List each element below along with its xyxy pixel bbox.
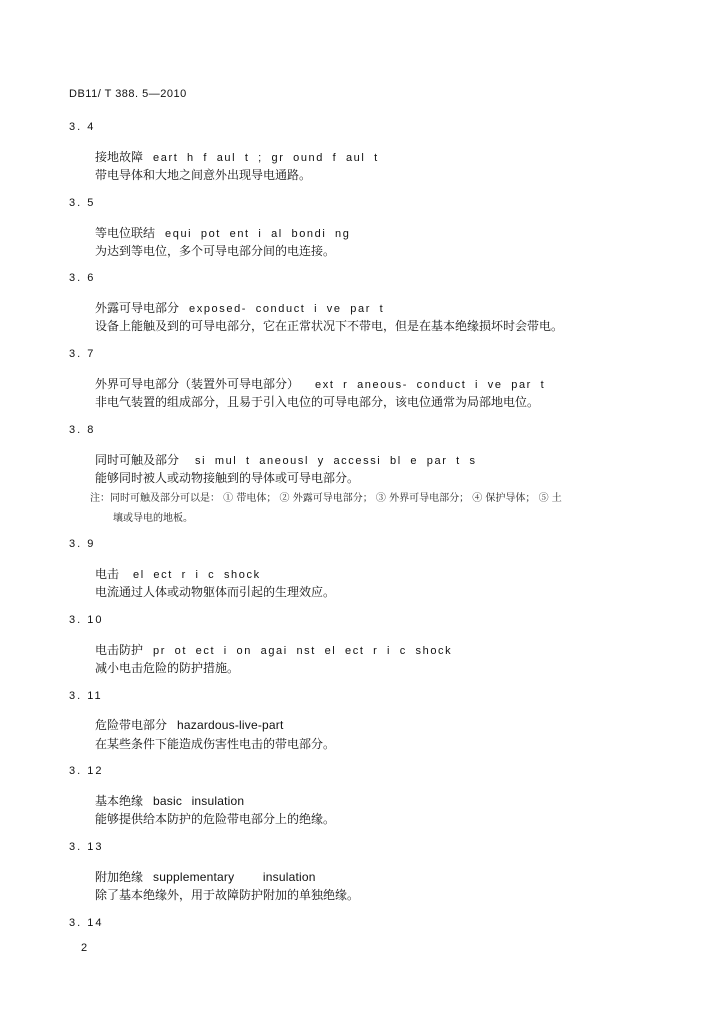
term-line <box>95 641 452 658</box>
term-english: hazardous-live-part <box>177 718 284 732</box>
term-definition: 带电导体和大地之间意外出现导电通路。 <box>95 168 312 182</box>
term-definition: 除了基本绝缘外，用于故障防护附加的单独绝缘。 <box>95 888 360 902</box>
section-number: 3. 4 <box>69 121 96 133</box>
term-english: supplementary insulation <box>153 870 316 884</box>
term-definition: 设备上能触及到的可导电部分，它在正常状况下不带电，但是在基本绝缘损坏时会带电。 <box>95 319 564 333</box>
term-chinese: 基本绝缘 <box>95 794 144 808</box>
term-english: si mul t aneousl y accessi bl e par t s <box>195 455 477 467</box>
term-chinese: 外界可导电部分（装置外可导电部分） <box>95 377 300 391</box>
section-number: 3. 6 <box>69 272 96 284</box>
term-chinese: 附加绝缘 <box>95 870 144 884</box>
term-definition: 能够同时被人或动物接触到的导体或可导电部分。 <box>95 471 360 485</box>
term-definition: 能够提供给本防护的危险带电部分上的绝缘。 <box>95 812 336 826</box>
term-line <box>95 716 284 733</box>
term-definition: 电流通过人体或动物躯体而引起的生理效应。 <box>95 585 336 599</box>
section-number: 3. 10 <box>69 614 104 626</box>
term-definition: 非电气装置的组成部分，且易于引入电位的可导电部分，该电位通常为局部地电位。 <box>95 395 540 409</box>
term-english: exposed- conduct i ve par t <box>189 303 385 315</box>
term-line <box>95 868 316 885</box>
note-continuation: 壤或导电的地板。 <box>113 513 193 524</box>
term-english: equi pot ent i al bondi ng <box>165 228 351 240</box>
section-number: 3. 14 <box>69 917 104 929</box>
term-chinese: 电击防护 <box>95 643 144 657</box>
term-chinese: 危险带电部分 <box>95 718 168 732</box>
term-english: ext r aneous- conduct i ve par t <box>315 379 546 391</box>
page-number: 2 <box>81 942 88 954</box>
section-number: 3. 7 <box>69 348 96 360</box>
note-text: 注：同时可触及部分可以是： ① 带电体； ② 外露可导电部分； ③ 外界可导电部分； ④ 保护导体； ⑤ 土 <box>90 493 562 504</box>
section-number: 3. 13 <box>69 841 104 853</box>
section-number: 3. 5 <box>69 197 96 209</box>
term-line <box>95 148 379 165</box>
term-line <box>95 792 244 809</box>
term-line <box>95 375 545 392</box>
term-english: eart h f aul t ; gr ound f aul t <box>153 152 379 164</box>
term-line <box>95 224 351 241</box>
section-number: 3. 12 <box>69 765 104 777</box>
section-number: 3. 11 <box>69 690 103 702</box>
term-english: pr ot ect i on agai nst el ect r i c shock <box>153 645 453 657</box>
term-chinese: 接地故障 <box>95 150 144 164</box>
term-chinese: 等电位联结 <box>95 226 156 240</box>
section-number: 3. 9 <box>69 538 96 550</box>
term-definition: 在某些条件下能造成伤害性电击的带电部分。 <box>95 737 336 751</box>
term-definition: 为达到等电位，多个可导电部分间的电连接。 <box>95 244 336 258</box>
term-chinese: 外露可导电部分 <box>95 301 180 315</box>
term-line <box>95 451 477 468</box>
term-line <box>95 565 261 582</box>
term-english: el ect r i c shock <box>133 569 261 581</box>
term-definition: 减小电击危险的防护措施。 <box>95 661 240 675</box>
term-chinese: 电击 <box>95 567 120 581</box>
term-chinese: 同时可触及部分 <box>95 453 180 467</box>
section-number: 3. 8 <box>69 424 96 436</box>
term-english: basic insulation <box>153 794 245 808</box>
document-id-header: DB11/ T 388. 5—2010 <box>69 88 187 100</box>
term-line <box>95 299 384 316</box>
